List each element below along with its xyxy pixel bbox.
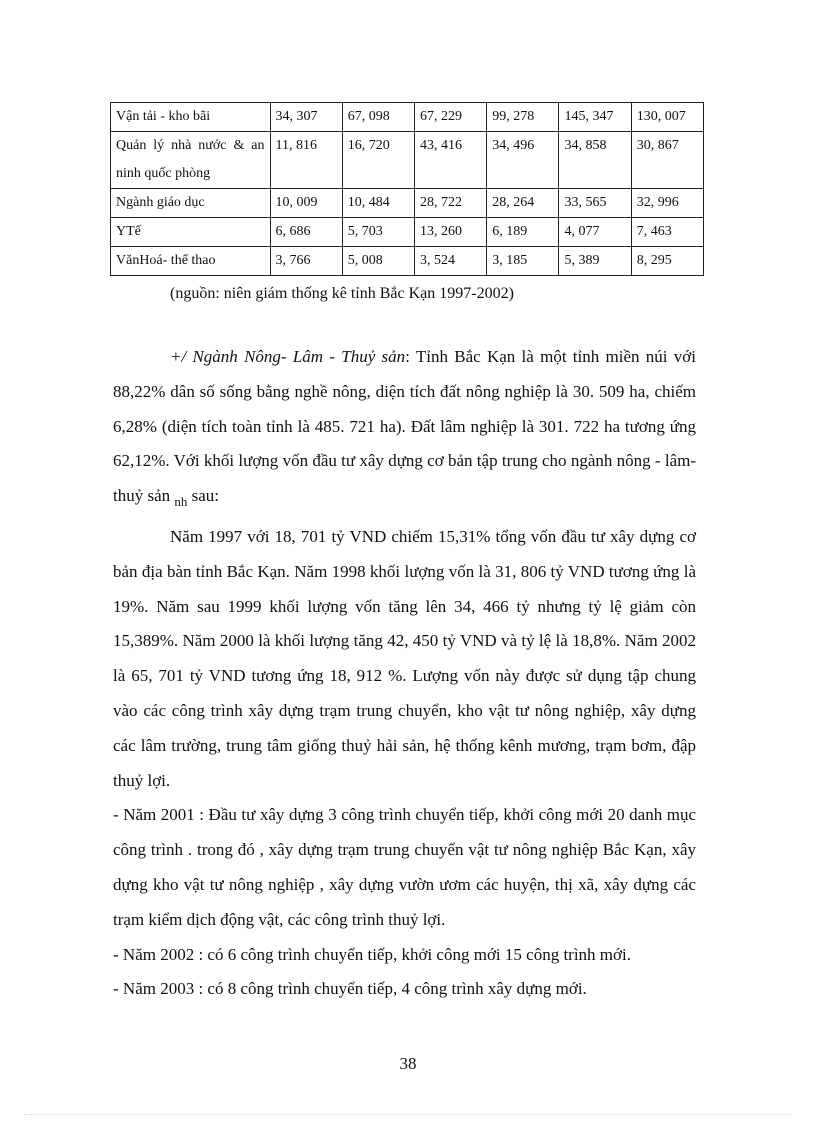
paragraph-investment: Năm 1997 với 18, 701 tỷ VND chiếm 15,31% tổng vốn đầu tư xây dựng cơ bản địa bàn tỉnh Bắc Kạn. Năm 1998 khối lượng vốn là 31, 806 tỷ VND tương ứng là 19%. Năm sau 1999 khối lượng vốn tăng lên 34, 466 tỷ nhưng tỷ lệ giảm còn 15,389%. Năm 2000 là khối lượng tăng 42, 450 tỷ VND và tỷ lệ là 18,8%. Năm 2002 là 65, 701 tỷ VND tương ứng 18, 912 %. Lượng vốn này được sử dụng tập chung vào các công trình xây dựng trạm trung chuyển, kho vật tư nông nghiệp, xây dựng các lâm trường, trung tâm giống thuỷ hải sản, hệ thống kênh mương, trạm bơm, đập thuỷ lợi.: [113, 526, 696, 790]
table-cell: 6, 686: [270, 218, 342, 247]
table-source-note: (nguồn: niên giám thống kê tỉnh Bắc Kạn 1997-2002): [170, 285, 514, 302]
list-item-2001: - Năm 2001 : Đầu tư xây dựng 3 công trình chuyển tiếp, khởi công mới 20 danh mục công trình . trong đó , xây dựng trạm trung chuyển vật tư nông nghiệp Bắc Kạn, xây dựng kho vật tư nông nghiệp , xây dựng vườn ươm các huyện, thị xã, xây dựng các trạm kiểm dịch động vật, các công trình thuỷ lợi.: [113, 805, 696, 929]
section-heading: +/ Ngành Nông- Lâm - Thuỷ sản: [170, 347, 406, 366]
table-cell: 10, 009: [270, 189, 342, 218]
table-cell: 30, 867: [631, 132, 703, 189]
table-cell: 145, 347: [559, 103, 631, 132]
list-item-2003: - Năm 2003 : có 8 công trình chuyển tiếp, 4 công trình xây dựng mới.: [113, 979, 587, 999]
list-item-2002: - Năm 2002 : có 6 công trình chuyển tiếp, khởi công mới 15 công trình mới.: [113, 944, 631, 964]
table-cell: 6, 189: [487, 218, 559, 247]
body-text: [113, 340, 696, 1007]
table-cell: 7, 463: [631, 218, 703, 247]
table-cell: 3, 766: [270, 247, 342, 276]
investment-table: [110, 102, 704, 276]
stray-subscript-text: nh: [174, 494, 188, 510]
row-label: YTế: [111, 218, 271, 247]
table-cell: 5, 703: [342, 218, 414, 247]
table-cell: 5, 008: [342, 247, 414, 276]
table-cell: 34, 307: [270, 103, 342, 132]
table-cell: 43, 416: [415, 132, 487, 189]
table-cell: 67, 098: [342, 103, 414, 132]
table-cell: 33, 565: [559, 189, 631, 218]
row-label: VănHoá- thể thao: [111, 247, 271, 276]
table-cell: 8, 295: [631, 247, 703, 276]
table-cell: 16, 720: [342, 132, 414, 189]
table-row: [111, 247, 704, 276]
row-label: Quản lý nhà nước & an ninh quốc phòng: [111, 132, 271, 189]
table-row: [111, 218, 704, 247]
table-cell: 4, 077: [559, 218, 631, 247]
table-row: [111, 132, 704, 189]
table-cell: 34, 858: [559, 132, 631, 189]
table-cell: 5, 389: [559, 247, 631, 276]
page-bottom-divider: [24, 1114, 792, 1115]
row-label: Vận tải - kho bãi: [111, 103, 271, 132]
table-cell: 67, 229: [415, 103, 487, 132]
table-row: [111, 189, 704, 218]
paragraph-text: : Tỉnh Bắc Kạn là một tỉnh miền núi với 88,22% dân số sống bằng nghề nông, diện tích đất nông nghiệp là 30. 509 ha, chiếm 6,28% (diện tích toàn tỉnh là 485. 721 ha). Đất lâm nghiệp là 301. 722 ha tương ứng 62,12%. Với khối lượng vốn đầu tư xây dựng cơ bản tập trung cho ngành nông - lâm- thuỷ sản: [113, 347, 696, 506]
table-cell: 11, 816: [270, 132, 342, 189]
table-cell: 10, 484: [342, 189, 414, 218]
table-row: [111, 103, 704, 132]
table-cell: 28, 722: [415, 189, 487, 218]
table-cell: 28, 264: [487, 189, 559, 218]
table-cell: 13, 260: [415, 218, 487, 247]
table-cell: 99, 278: [487, 103, 559, 132]
paragraph-agriculture: [113, 340, 696, 520]
paragraph-text: sau:: [187, 486, 220, 506]
table-cell: 34, 496: [487, 132, 559, 189]
table-cell: 32, 996: [631, 189, 703, 218]
table-cell: 3, 185: [487, 247, 559, 276]
row-label: Ngành giáo dục: [111, 189, 271, 218]
table-cell: 3, 524: [415, 247, 487, 276]
table-cell: 130, 007: [631, 103, 703, 132]
page-number: 38: [399, 1054, 417, 1073]
